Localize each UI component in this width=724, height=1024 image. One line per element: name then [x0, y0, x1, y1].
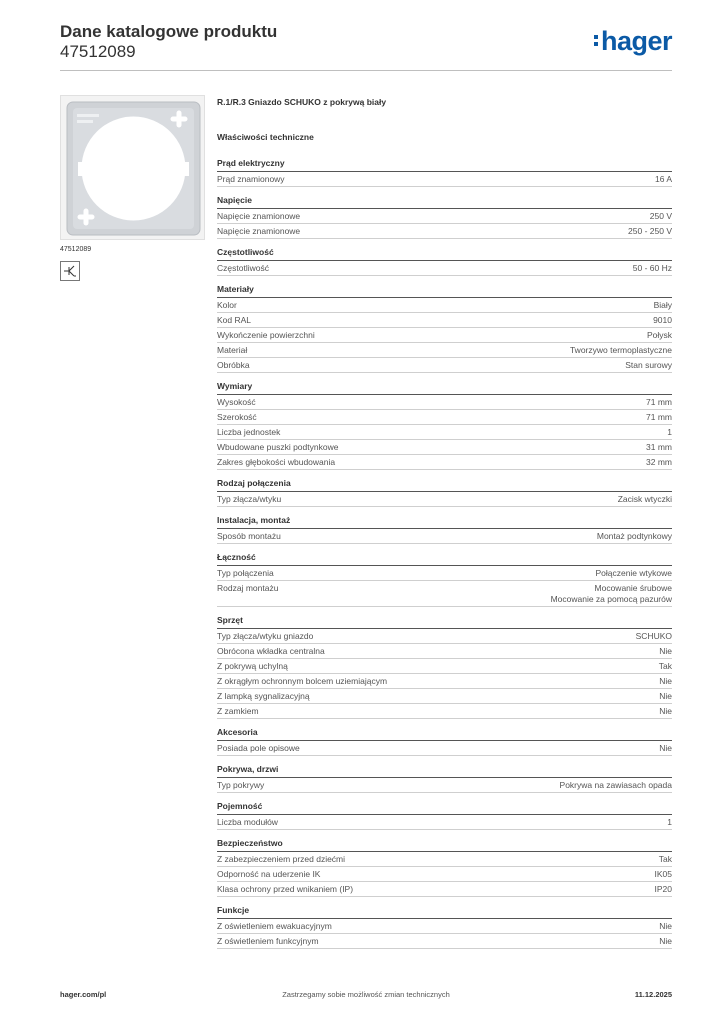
product-image: [60, 95, 205, 240]
spec-value: [560, 780, 672, 791]
spec-value-line: 32 mm: [646, 456, 672, 467]
spec-value-line: IP20: [654, 883, 672, 894]
spec-row: [217, 455, 672, 470]
spec-section: [217, 838, 672, 897]
spec-value: [655, 174, 672, 185]
spec-value: [654, 300, 672, 311]
spec-value: [625, 360, 672, 371]
spec-row: [217, 778, 672, 793]
spec-label: Typ złącza/wtyku gniazdo: [217, 630, 314, 641]
spec-label: Typ złącza/wtyku: [217, 493, 282, 504]
spec-value-line: Pokrywa na zawiasach opada: [559, 779, 672, 790]
footer-disclaimer: Zastrzegamy sobie możliwość zmian technicznych: [282, 990, 450, 999]
spec-value: [659, 661, 672, 672]
spec-row: [217, 425, 672, 440]
spec-value-line: Montaż podtynkowy: [596, 530, 672, 541]
spec-row: [217, 704, 672, 719]
page-header: [60, 22, 672, 71]
spec-value: [659, 691, 672, 702]
section-title: Funkcje: [217, 905, 672, 919]
product-sidebar: [60, 95, 205, 281]
spec-row: [217, 261, 672, 276]
spec-label: Częstotliwość: [217, 262, 269, 273]
spec-label: Z zamkiem: [217, 705, 259, 716]
spec-value-line: 1: [667, 426, 672, 437]
spec-label: Z pokrywą uchylną: [217, 660, 288, 671]
spec-label: Napięcie znamionowe: [217, 210, 301, 221]
spec-label: Szerokość: [217, 411, 257, 422]
spec-row: [217, 395, 672, 410]
spec-label: Obróbka: [217, 359, 250, 370]
spec-label: Kolor: [217, 299, 237, 310]
spec-section: [217, 727, 672, 756]
spec-row: [217, 919, 672, 934]
spec-value-line: Nie: [659, 935, 672, 946]
spec-value-line: 16 A: [654, 173, 672, 184]
footer-website-link[interactable]: hager.com/pl: [60, 990, 107, 999]
spec-row: [217, 492, 672, 507]
spec-value: [551, 583, 672, 605]
spec-label: Prąd znamionowy: [217, 173, 285, 184]
spec-section: [217, 195, 672, 239]
spec-value: [659, 743, 672, 754]
spec-value: [636, 631, 672, 642]
spec-row: [217, 440, 672, 455]
spec-value: [618, 494, 672, 505]
spec-value-line: 31 mm: [646, 441, 672, 452]
spec-value: [655, 884, 673, 895]
section-title: Rodzaj połączenia: [217, 478, 672, 492]
document-title: Dane katalogowe produktu: [60, 22, 278, 41]
spec-value-line: 50 - 60 Hz: [632, 262, 672, 273]
spec-row: [217, 674, 672, 689]
spec-value-line: Nie: [659, 645, 672, 656]
spec-value: [646, 457, 672, 468]
hager-logo: [594, 26, 672, 57]
spec-value-line: Zacisk wtyczki: [617, 493, 672, 504]
spec-value: [628, 226, 672, 237]
spec-value-line: 9010: [653, 314, 672, 325]
spec-value: [647, 330, 672, 341]
spec-value: [667, 817, 672, 828]
specifications: [217, 95, 672, 957]
spec-label: Z zabezpieczeniem przed dziećmi: [217, 853, 346, 864]
spec-section: [217, 615, 672, 719]
spec-label: Materiał: [217, 344, 248, 355]
spec-row: [217, 689, 672, 704]
spec-row: [217, 741, 672, 756]
section-title: Pojemność: [217, 801, 672, 815]
spec-row: [217, 298, 672, 313]
spec-label: Kod RAL: [217, 314, 252, 325]
spec-value: [659, 706, 672, 717]
spec-value: [650, 211, 672, 222]
spec-value: [595, 568, 672, 579]
spec-label: Klasa ochrony przed wnikaniem (IP): [217, 883, 354, 894]
page-footer: [60, 990, 672, 1004]
spec-value: [646, 412, 672, 423]
spec-value-line: Mocowanie śrubowe: [594, 582, 672, 593]
spec-label: Zakres głębokości wbudowania: [217, 456, 336, 467]
spec-value: [667, 427, 672, 438]
spec-value-line: SCHUKO: [635, 630, 672, 641]
spec-section: [217, 284, 672, 373]
spec-value: [659, 676, 672, 687]
spec-row: [217, 172, 672, 187]
spec-value-line: Połysk: [646, 329, 672, 340]
spec-label: Odporność na uderzenie IK: [217, 868, 321, 879]
spec-row: [217, 659, 672, 674]
spec-value-line: Nie: [659, 675, 672, 686]
technical-properties-title: Właściwości techniczne: [217, 132, 314, 142]
spec-row: [217, 882, 672, 897]
socket-illustration-icon: [61, 96, 206, 241]
spec-row: [217, 313, 672, 328]
spec-value: [653, 315, 672, 326]
spec-row: [217, 644, 672, 659]
spec-label: Wysokość: [217, 396, 256, 407]
product-code: 47512089: [60, 246, 92, 253]
spec-section: [217, 478, 672, 507]
spec-label: Z oświetleniem ewakuacyjnym: [217, 920, 332, 931]
spec-value: [570, 345, 672, 356]
spec-label: Liczba jednostek: [217, 426, 281, 437]
spec-label: Sposób montażu: [217, 530, 281, 541]
spec-row: [217, 410, 672, 425]
spec-value: [659, 921, 672, 932]
spec-value-line: Mocowanie za pomocą pazurów: [550, 593, 672, 604]
spec-value: [597, 531, 672, 542]
spec-value-line: Nie: [659, 742, 672, 753]
spec-value: [633, 263, 672, 274]
section-title: Wymiary: [217, 381, 672, 395]
spec-section: [217, 158, 672, 187]
spec-row: [217, 934, 672, 949]
spec-row: [217, 867, 672, 882]
spec-value-line: Tak: [658, 853, 672, 864]
spec-row: [217, 581, 672, 607]
spec-row: [217, 815, 672, 830]
spec-label: Wbudowane puszki podtynkowe: [217, 441, 339, 452]
spec-value-line: 1: [667, 816, 672, 827]
spec-value: [659, 854, 672, 865]
spec-value-line: Tworzywo termoplastyczne: [569, 344, 672, 355]
spec-section: [217, 247, 672, 276]
spec-value-line: Tak: [658, 660, 672, 671]
spec-label: Obrócona wkładka centralna: [217, 645, 325, 656]
section-title: Bezpieczeństwo: [217, 838, 672, 852]
spec-row: [217, 328, 672, 343]
section-title: Częstotliwość: [217, 247, 672, 261]
spec-sections: [217, 158, 672, 949]
spec-label: Liczba modułów: [217, 816, 278, 827]
logo-dots-icon: [594, 32, 598, 49]
section-title: Akcesoria: [217, 727, 672, 741]
spec-row: [217, 343, 672, 358]
spec-value-line: Stan surowy: [625, 359, 672, 370]
section-title: Prąd elektryczny: [217, 158, 672, 172]
spec-label: Z lampką sygnalizacyjną: [217, 690, 310, 701]
spec-label: Z okrągłym ochronnym bolcem uziemiającym: [217, 675, 388, 686]
spec-section: [217, 515, 672, 544]
section-title: Napięcie: [217, 195, 672, 209]
document-number: 47512089: [60, 42, 136, 61]
spec-value: [655, 869, 673, 880]
section-title: Sprzęt: [217, 615, 672, 629]
spec-value: [659, 936, 672, 947]
spec-row: [217, 852, 672, 867]
logo-text: hager: [600, 26, 672, 56]
spec-row: [217, 358, 672, 373]
spec-label: Wykończenie powierzchni: [217, 329, 315, 340]
spec-value-line: 250 V: [649, 210, 672, 221]
spec-value-line: 71 mm: [646, 396, 672, 407]
spec-row: [217, 629, 672, 644]
spec-value-line: Nie: [659, 705, 672, 716]
spec-row: [217, 529, 672, 544]
spec-value-line: Nie: [659, 920, 672, 931]
spec-value: [646, 442, 672, 453]
spec-value-line: 71 mm: [646, 411, 672, 422]
section-title: Pokrywa, drzwi: [217, 764, 672, 778]
footer-date: 11.12.2025: [634, 990, 672, 999]
spec-value: [659, 646, 672, 657]
spec-section: [217, 764, 672, 793]
spec-value-line: Nie: [659, 690, 672, 701]
spec-section: [217, 801, 672, 830]
spec-label: Rodzaj montażu: [217, 582, 279, 593]
spec-value-line: IK05: [654, 868, 672, 879]
spec-label: Typ pokrywy: [217, 779, 265, 790]
spec-label: Napięcie znamionowe: [217, 225, 301, 236]
spec-row: [217, 224, 672, 239]
spec-section: [217, 905, 672, 949]
spec-row: [217, 566, 672, 581]
section-title: Materiały: [217, 284, 672, 298]
spec-label: Typ połączenia: [217, 567, 274, 578]
spec-label: Z oświetleniem funkcyjnym: [217, 935, 319, 946]
spec-section: [217, 552, 672, 607]
spec-label: Posiada pole opisowe: [217, 742, 300, 753]
product-title: R.1/R.3 Gniazdo SCHUKO z pokrywą biały: [217, 97, 387, 107]
spec-section: [217, 381, 672, 470]
section-title: Instalacja, montaż: [217, 515, 672, 529]
socket-symbol-icon: [60, 261, 80, 281]
spec-value-line: 250 - 250 V: [628, 225, 672, 236]
section-title: Łączność: [217, 552, 672, 566]
spec-row: [217, 209, 672, 224]
spec-value-line: Biały: [653, 299, 672, 310]
spec-value-line: Połączenie wtykowe: [595, 567, 672, 578]
spec-value: [646, 397, 672, 408]
